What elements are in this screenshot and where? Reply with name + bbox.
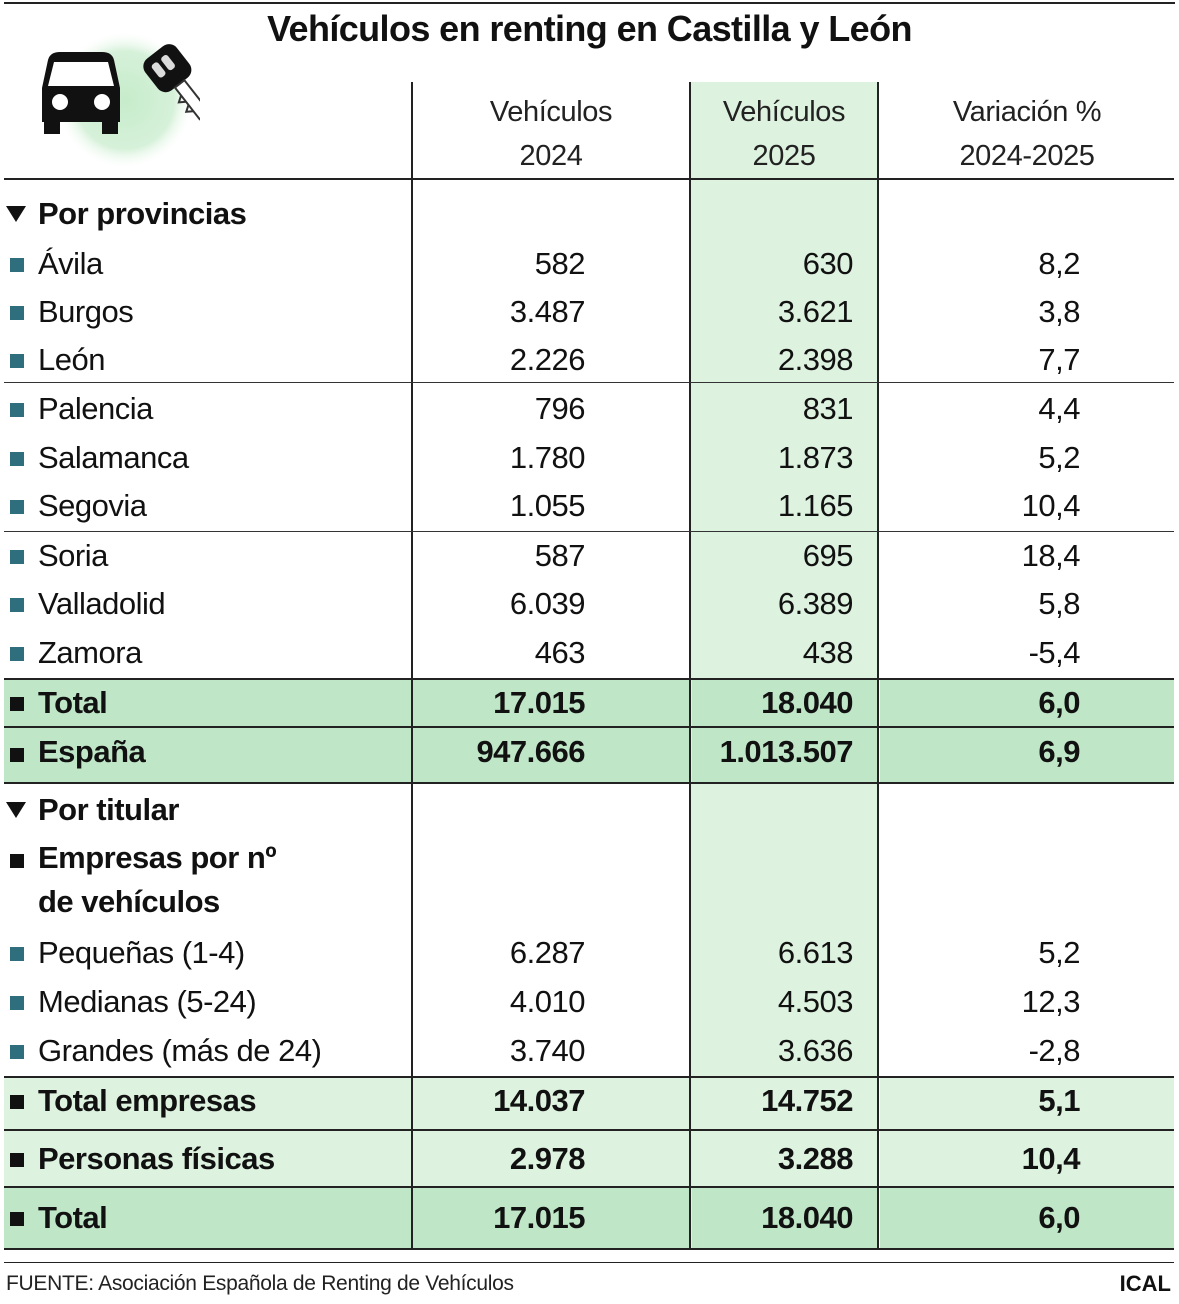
section-rule <box>4 782 1174 784</box>
table-row: León 2.226 2.398 7,7 <box>0 336 1179 384</box>
square-bullet-icon <box>10 1095 24 1109</box>
square-bullet-icon <box>10 854 24 868</box>
square-bullet-icon <box>10 748 24 762</box>
top-rule <box>4 2 1175 4</box>
square-bullet-icon <box>10 1153 24 1167</box>
table-row: Ávila 582 630 8,2 <box>0 240 1179 288</box>
table-row-total-holder: Total 17.015 18.040 6,0 <box>0 1194 1179 1242</box>
square-bullet-icon <box>10 403 24 417</box>
brand-label: ICAL <box>1119 1271 1171 1296</box>
square-bullet-icon <box>10 598 24 612</box>
header-rule <box>4 178 1174 180</box>
table-row-individuals: Personas físicas 2.978 3.288 10,4 <box>0 1135 1179 1183</box>
square-bullet-icon <box>10 500 24 514</box>
square-bullet-icon <box>10 947 24 961</box>
section-heading-holder: Por titular <box>0 786 1179 834</box>
table-row: Palencia 796 831 4,4 <box>0 385 1179 433</box>
square-bullet-icon <box>10 258 24 272</box>
footer-rule <box>4 1262 1174 1263</box>
table-row: Pequeñas (1-4) 6.287 6.613 5,2 <box>0 929 1179 977</box>
table-bottom-rule <box>4 1248 1174 1250</box>
group-rule <box>4 1129 1174 1131</box>
square-bullet-icon <box>10 306 24 320</box>
table-row: Valladolid 6.039 6.389 5,8 <box>0 580 1179 628</box>
triangle-down-icon <box>6 206 26 222</box>
car-key-icon <box>30 30 200 170</box>
square-bullet-icon <box>10 452 24 466</box>
table-row: Salamanca 1.780 1.873 5,2 <box>0 434 1179 482</box>
column-header-2024: Vehículos 2024 <box>489 96 613 172</box>
table-row-spain: España 947.666 1.013.507 6,9 <box>0 728 1179 782</box>
table-row: Medianas (5-24) 4.010 4.503 12,3 <box>0 978 1179 1026</box>
table-row: Burgos 3.487 3.621 3,8 <box>0 288 1179 336</box>
square-bullet-icon <box>10 354 24 368</box>
page-title: Vehículos en renting en Castilla y León <box>267 8 912 49</box>
source-note: FUENTE: Asociación Española de Renting de Vehículos <box>6 1272 514 1295</box>
table-row: Grandes (más de 24) 3.740 3.636 -2,8 <box>0 1027 1179 1075</box>
table-row: Zamora 463 438 -5,4 <box>0 629 1179 677</box>
square-bullet-icon <box>10 697 24 711</box>
square-bullet-icon <box>10 996 24 1010</box>
table-row-total: Total 17.015 18.040 6,0 <box>0 679 1179 727</box>
table-row: Soria 587 695 18,4 <box>0 532 1179 580</box>
square-bullet-icon <box>10 647 24 661</box>
square-bullet-icon <box>10 1212 24 1226</box>
square-bullet-icon <box>10 550 24 564</box>
triangle-down-icon <box>6 802 26 818</box>
group-rule <box>4 1186 1174 1188</box>
table-row-total-companies: Total empresas 14.037 14.752 5,1 <box>0 1077 1179 1125</box>
table-row: Segovia 1.055 1.165 10,4 <box>0 482 1179 530</box>
column-header-2025: Vehículos 2025 <box>722 96 846 172</box>
subsection-heading-companies: Empresas por nº de vehículos <box>0 836 1179 926</box>
column-header-variation: Variación % 2024-2025 <box>952 96 1102 172</box>
square-bullet-icon <box>10 1045 24 1059</box>
section-heading-provinces: Por provincias <box>0 190 1179 238</box>
